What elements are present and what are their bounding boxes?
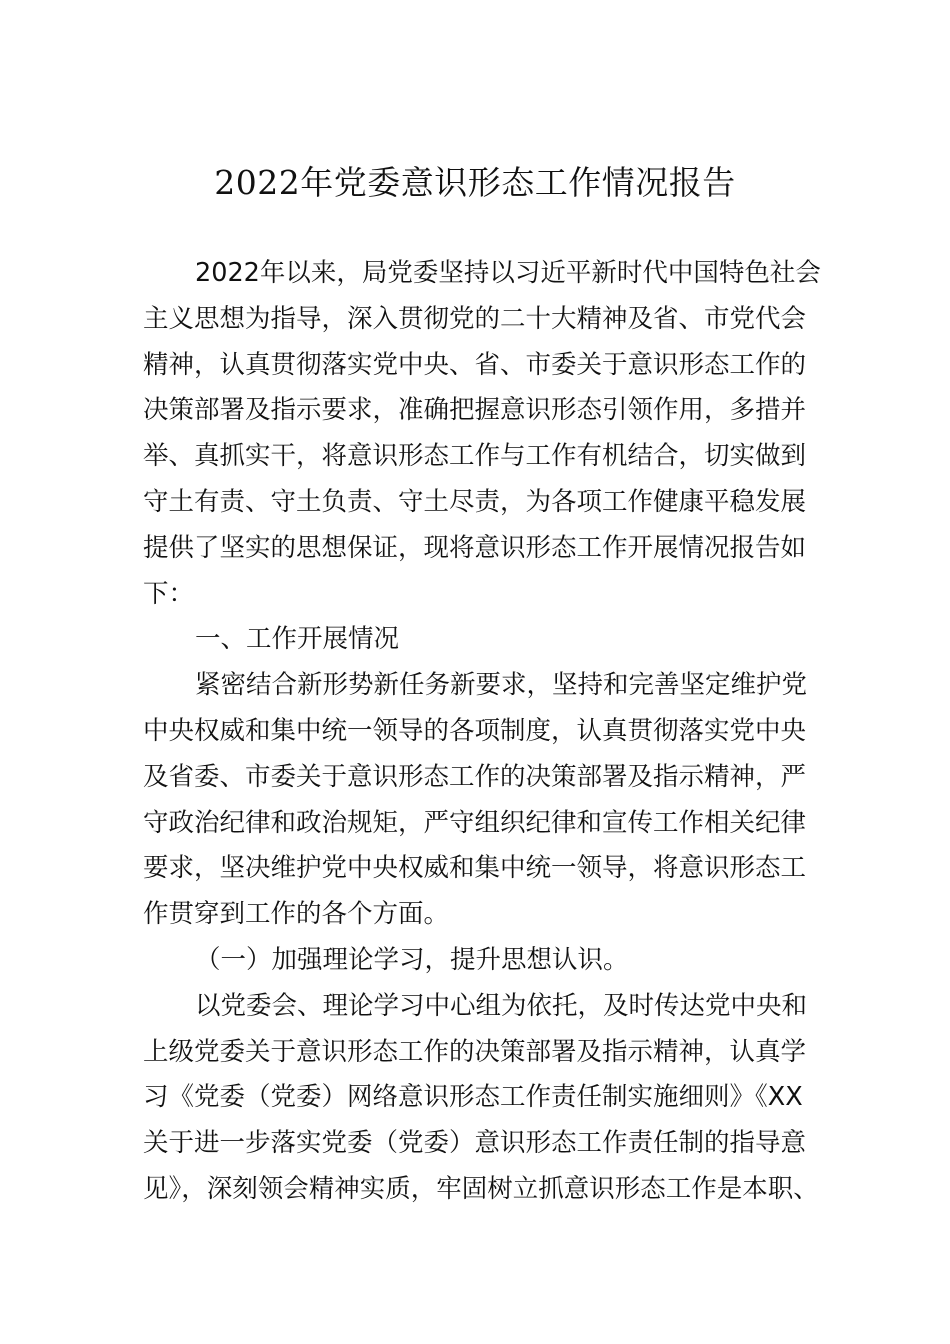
- paragraph-line: 决策部署及指示要求，准确把握意识形态引领作用，多措并: [143, 395, 807, 426]
- subsection-paragraph: [143, 984, 819, 1213]
- paragraph-line: 关于进一步落实党委（党委）意识形态工作责任制的指导意: [143, 1128, 807, 1159]
- paragraph-line: 守政治纪律和政治规矩，严守组织纪律和宣传工作相关纪律: [143, 807, 807, 838]
- section-heading: 一、工作开展情况: [195, 624, 400, 655]
- section-paragraph: [143, 663, 811, 938]
- paragraph-line: 中央权威和集中统一领导的各项制度，认真贯彻落实党中央: [143, 715, 807, 746]
- subsection-heading: （一）加强理论学习，提升思想认识。: [195, 944, 629, 975]
- paragraph-line: 见》，深刻领会精神实质，牢固树立抓意识形态工作是本职、: [143, 1173, 819, 1204]
- paragraph-line: 紧密结合新形势新任务新要求，坚持和完善坚定维护党: [195, 670, 808, 701]
- paragraph-line: 举、真抓实干，将意识形态工作与工作有机结合，切实做到: [143, 441, 807, 472]
- document-body: [143, 251, 821, 1213]
- paragraph-line: 上级党委关于意识形态工作的决策部署及指示精神，认真学: [143, 1036, 807, 1067]
- paragraph-line: 2022年以来，局党委坚持以习近平新时代中国特色社会: [195, 258, 821, 288]
- paragraph-line: 及省委、市委关于意识形态工作的决策部署及指示精神，严: [143, 761, 807, 792]
- paragraph-line: 主义思想为指导，深入贯彻党的二十大精神及省、市党代会: [143, 303, 807, 334]
- paragraph-line: 以党委会、理论学习中心组为依托，及时传达党中央和: [195, 990, 808, 1021]
- document-title: 2022年党委意识形态工作情况报告: [214, 163, 736, 202]
- paragraph-line: 精神，认真贯彻落实党中央、省、市委关于意识形态工作的: [143, 349, 807, 380]
- intro-paragraph: [143, 251, 821, 617]
- paragraph-line: 习《党委（党委）网络意识形态工作责任制实施细则》《XX: [143, 1082, 803, 1113]
- paragraph-line: 守土有责、守土负责、守土尽责，为各项工作健康平稳发展: [143, 486, 807, 517]
- paragraph-line: 下：: [143, 578, 195, 609]
- paragraph-line: 作贯穿到工作的各个方面。: [143, 899, 450, 930]
- paragraph-line: 提供了坚实的思想保证，现将意识形态工作开展情况报告如: [143, 532, 807, 563]
- paragraph-line: 要求，坚决维护党中央权威和集中统一领导，将意识形态工: [143, 853, 807, 884]
